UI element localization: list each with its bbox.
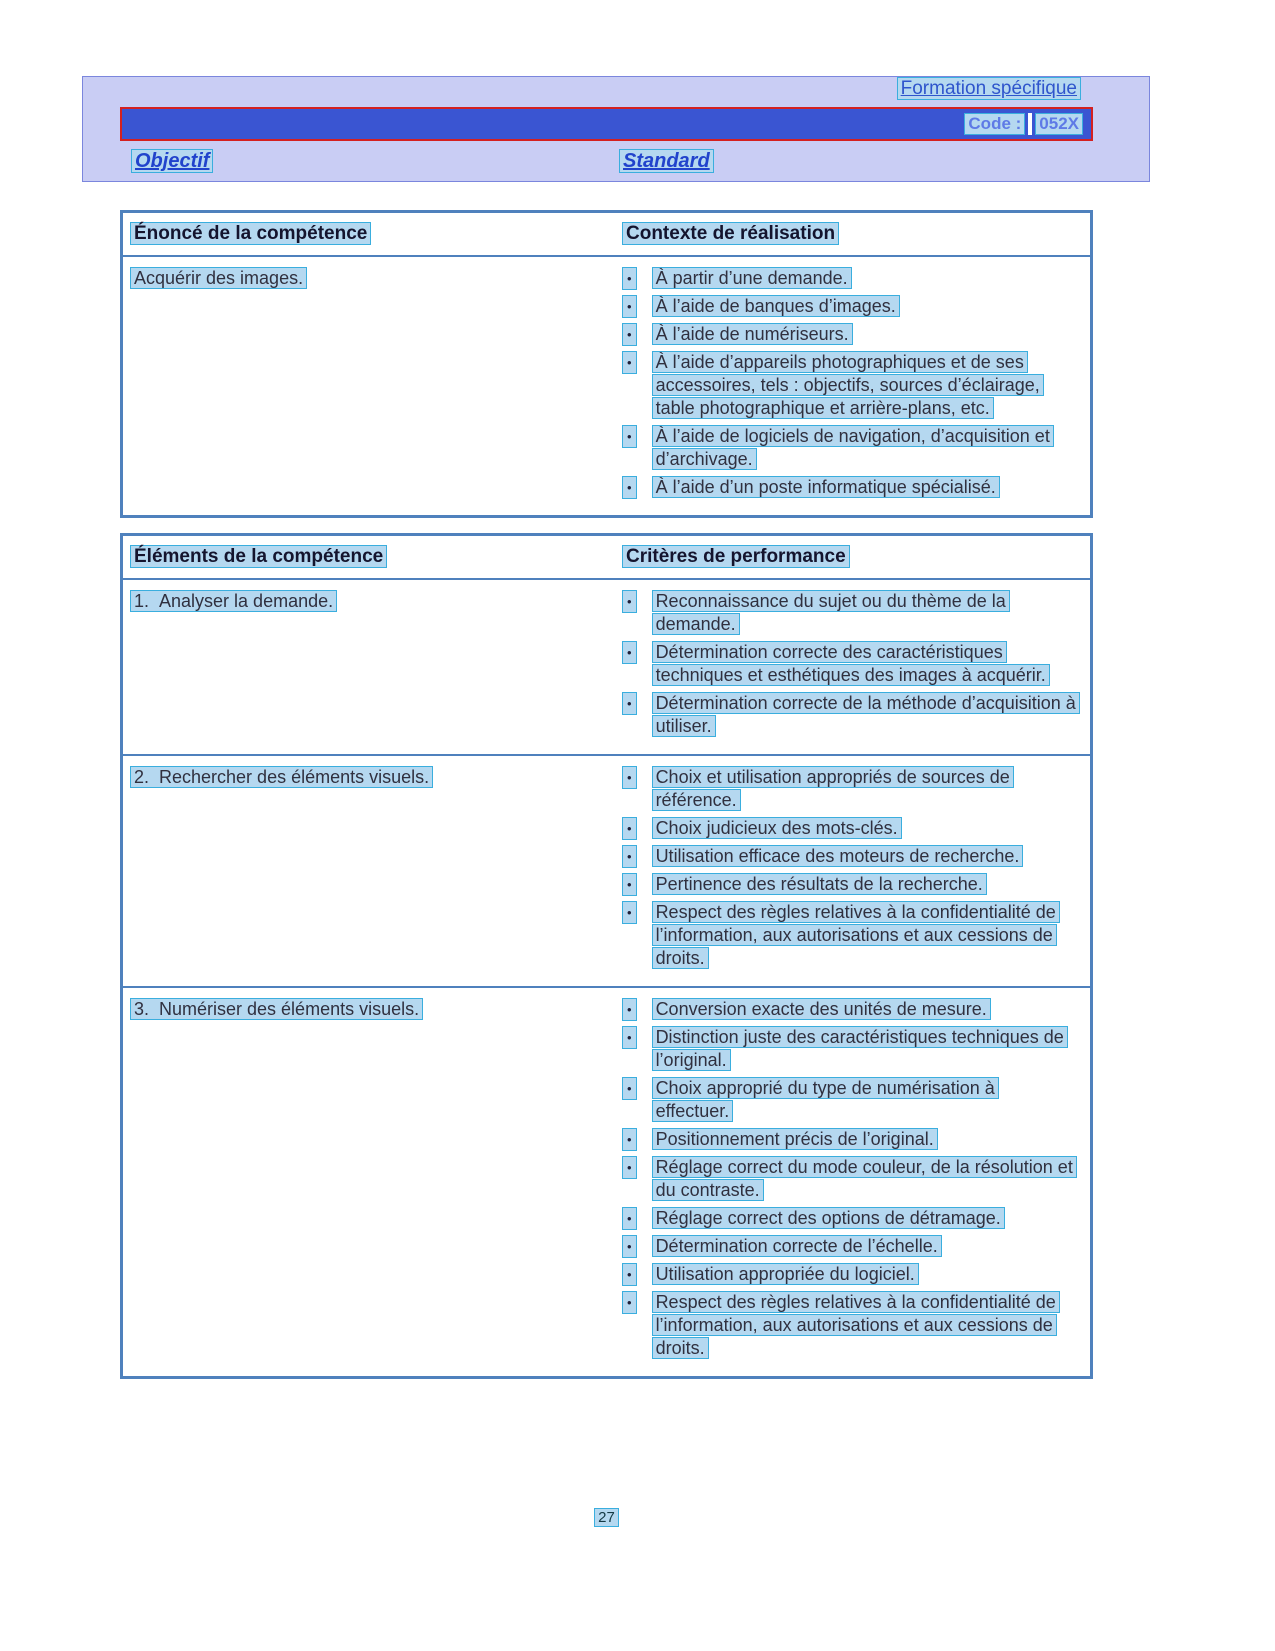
competence-cell [123, 257, 620, 515]
competence-label: 2. Rechercher des éléments visuels. [130, 766, 433, 788]
code-bar [120, 107, 1093, 141]
bullet-icon: • [622, 425, 637, 448]
bullet-text: À l’aide de banques d’images. [652, 295, 900, 317]
page-footer [120, 1509, 1093, 1527]
bullet-icon: • [622, 295, 637, 318]
column-header-criteres: Critères de performance [622, 545, 850, 568]
bullet-text: À l’aide d’un poste informatique spécialisé. [652, 476, 1000, 498]
bullet-text-wrap [652, 1077, 1076, 1123]
bullet-icon: • [622, 1156, 637, 1179]
table-body [123, 580, 1090, 1376]
bullet-text: Détermination correcte de l’échelle. [652, 1235, 942, 1257]
bullet-text-wrap [652, 1291, 1076, 1360]
bullet-item [622, 873, 1076, 896]
table-header-row [123, 536, 1090, 580]
bullet-icon: • [622, 873, 637, 896]
bullet-icon: • [622, 267, 637, 290]
competence-cell [123, 580, 620, 754]
column-header-contexte: Contexte de réalisation [622, 222, 839, 245]
criteria-cell [620, 988, 1090, 1376]
bullet-text-wrap [652, 1128, 1076, 1151]
column-header-elements: Éléments de la compétence [130, 545, 387, 568]
bullet-text: À l’aide d’appareils photographiques et de ses accessoires, tels : objectifs, sources d’éclairage, table photographique et arrière-plans, etc. [652, 351, 1044, 419]
bullet-text-wrap [652, 323, 1076, 346]
bullet-icon: • [622, 1207, 637, 1230]
bullet-text-wrap [652, 1156, 1076, 1202]
bullet-item [622, 1077, 1076, 1123]
bullet-item [622, 641, 1076, 687]
bullet-item [622, 267, 1076, 290]
bullet-icon: • [622, 590, 637, 613]
bullet-icon: • [622, 476, 637, 499]
bullet-item [622, 295, 1076, 318]
bullet-text-wrap [652, 1263, 1076, 1286]
code-label: Code : [964, 113, 1025, 135]
competence-cell [123, 756, 620, 986]
bullet-icon: • [622, 641, 637, 664]
objectif-heading: Objectif [131, 149, 213, 173]
code-divider [1028, 113, 1032, 135]
bullet-text: Reconnaissance du sujet ou du thème de la demande. [652, 590, 1010, 635]
header-cell-enonce [123, 213, 620, 255]
bullet-text: Conversion exacte des unités de mesure. [652, 998, 991, 1020]
bullet-text: À l’aide de numériseurs. [652, 323, 853, 345]
bullet-icon: • [622, 845, 637, 868]
bullet-icon: • [622, 1263, 637, 1286]
bullet-text: Utilisation appropriée du logiciel. [652, 1263, 919, 1285]
criteria-cell [620, 756, 1090, 986]
bullet-text-wrap [652, 766, 1076, 812]
bullet-item [622, 901, 1076, 970]
bullet-text-wrap [652, 267, 1076, 290]
formation-row [83, 77, 1149, 100]
objectif-wrap [131, 150, 619, 173]
bullet-text: Choix approprié du type de numérisation à effectuer. [652, 1077, 999, 1122]
bullet-item [622, 998, 1076, 1021]
bullet-text-wrap [652, 295, 1076, 318]
header-banner [82, 76, 1150, 182]
table-row [123, 754, 1090, 986]
bullet-item [622, 1235, 1076, 1258]
bullet-item [622, 692, 1076, 738]
header-cell-elements [123, 536, 620, 578]
bullet-icon: • [622, 323, 637, 346]
header-cell-contexte [620, 213, 1090, 255]
bullet-text-wrap [652, 817, 1076, 840]
bullet-item [622, 476, 1076, 499]
competence-table [120, 210, 1093, 518]
competence-label: 3. Numériser des éléments visuels. [130, 998, 423, 1020]
bullet-icon: • [622, 1235, 637, 1258]
bullet-text: À partir d’une demande. [652, 267, 852, 289]
bullet-item [622, 590, 1076, 636]
bullet-icon: • [622, 1291, 637, 1314]
table-row [123, 257, 1090, 515]
bullet-text-wrap [652, 590, 1076, 636]
bullet-item [622, 1263, 1076, 1286]
competence-cell [123, 988, 620, 1376]
bullet-text: Utilisation efficace des moteurs de recherche. [652, 845, 1024, 867]
bullet-text-wrap [652, 1207, 1076, 1230]
bullet-text: Distinction juste des caractéristiques techniques de l’original. [652, 1026, 1068, 1071]
bullet-text: Choix judicieux des mots-clés. [652, 817, 902, 839]
bullet-item [622, 845, 1076, 868]
bullet-text-wrap [652, 641, 1076, 687]
bullet-text: Choix et utilisation appropriés de sources de référence. [652, 766, 1014, 811]
bullet-item [622, 1156, 1076, 1202]
bullet-text: Détermination correcte de la méthode d’acquisition à utiliser. [652, 692, 1080, 737]
table-header-row [123, 213, 1090, 257]
criteria-cell [620, 257, 1090, 515]
formation-label: Formation spécifique [897, 77, 1081, 100]
bullet-text-wrap [652, 1235, 1076, 1258]
table-row [123, 986, 1090, 1376]
bullet-icon: • [622, 901, 637, 924]
bullet-item [622, 1207, 1076, 1230]
bullet-text-wrap [652, 425, 1076, 471]
bullet-icon: • [622, 998, 637, 1021]
standard-wrap [619, 150, 714, 173]
bullet-text: Réglage correct du mode couleur, de la résolution et du contraste. [652, 1156, 1077, 1201]
competence-label: Acquérir des images. [130, 267, 307, 289]
objectif-standard-row [131, 150, 1149, 173]
bullet-text-wrap [652, 845, 1076, 868]
competence-label: 1. Analyser la demande. [130, 590, 337, 612]
bullet-icon: • [622, 766, 637, 789]
table-row [123, 580, 1090, 754]
bullet-item [622, 1026, 1076, 1072]
bullet-item [622, 1291, 1076, 1360]
bullet-item [622, 766, 1076, 812]
bullet-text: Respect des règles relatives à la confidentialité de l’information, aux autorisations et aux cessions de droits. [652, 901, 1060, 969]
bullet-icon: • [622, 692, 637, 715]
bullet-icon: • [622, 351, 637, 374]
bullet-text-wrap [652, 692, 1076, 738]
column-header-enonce: Énoncé de la compétence [130, 222, 371, 245]
bullet-item [622, 351, 1076, 420]
bullet-text: Positionnement précis de l’original. [652, 1128, 938, 1150]
bullet-text: Détermination correcte des caractéristiques techniques et esthétiques des images à acquérir. [652, 641, 1050, 686]
elements-table [120, 533, 1093, 1379]
bullet-text-wrap [652, 998, 1076, 1021]
header-cell-criteres [620, 536, 1090, 578]
bullet-text: Pertinence des résultats de la recherche. [652, 873, 987, 895]
page-number: 27 [594, 1508, 619, 1527]
bullet-icon: • [622, 1128, 637, 1151]
bullet-item [622, 817, 1076, 840]
criteria-cell [620, 580, 1090, 754]
bullet-text-wrap [652, 351, 1076, 420]
bullet-text: Réglage correct des options de détramage. [652, 1207, 1005, 1229]
code-value: 052X [1035, 113, 1083, 135]
bullet-text: Respect des règles relatives à la confidentialité de l’information, aux autorisations et aux cessions de droits. [652, 1291, 1060, 1359]
bullet-icon: • [622, 817, 637, 840]
bullet-text-wrap [652, 873, 1076, 896]
table-body [123, 257, 1090, 515]
bullet-item [622, 1128, 1076, 1151]
bullet-text-wrap [652, 1026, 1076, 1072]
bullet-item [622, 425, 1076, 471]
bullet-text: À l’aide de logiciels de navigation, d’acquisition et d’archivage. [652, 425, 1054, 470]
bullet-icon: • [622, 1026, 637, 1049]
bullet-item [622, 323, 1076, 346]
bullet-icon: • [622, 1077, 637, 1100]
bullet-text-wrap [652, 901, 1076, 970]
standard-heading: Standard [619, 149, 714, 173]
bullet-text-wrap [652, 476, 1076, 499]
